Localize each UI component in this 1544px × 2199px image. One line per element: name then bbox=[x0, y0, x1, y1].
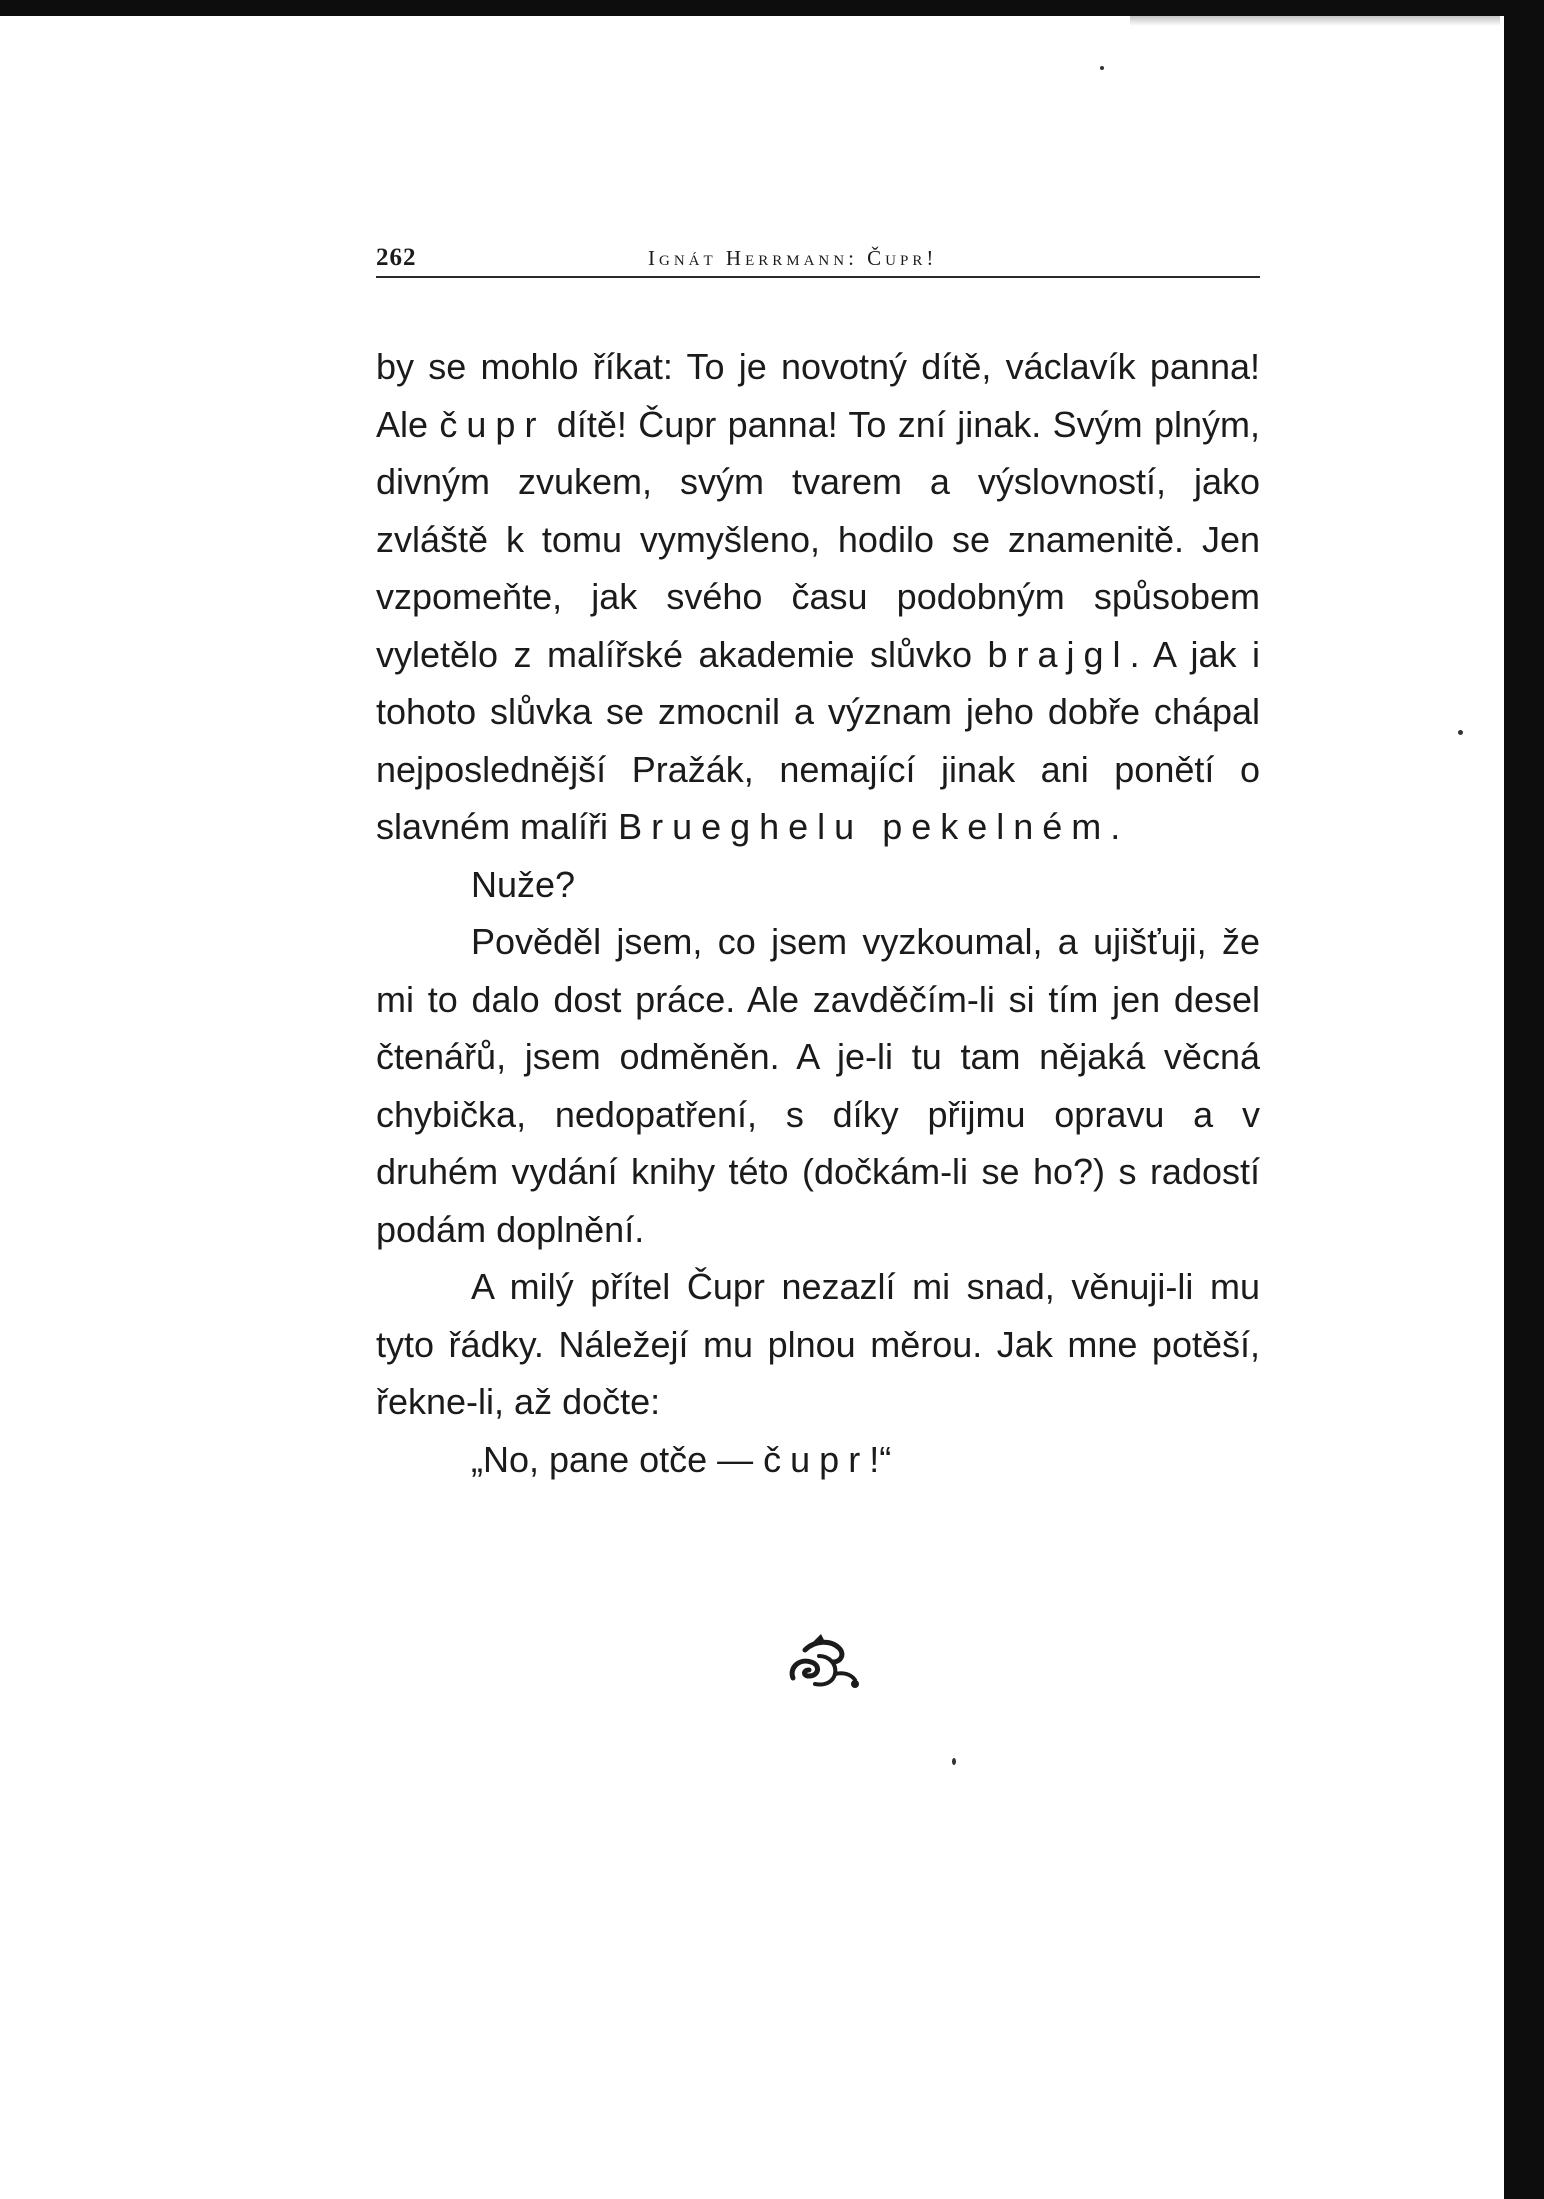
scan-speck bbox=[1100, 66, 1104, 70]
text-run: . A jak i tohoto slůvka se zmocnil a význam jeho dobře chápal nejposlednější Pražák, nemající jinak ani ponětí o slavném malíři bbox=[376, 633, 1260, 847]
running-title: Ignát Herrmann: Čupr! bbox=[648, 246, 938, 270]
paragraph-5 bbox=[376, 1431, 1260, 1489]
text-run: . bbox=[1110, 806, 1121, 847]
text-run: dítě! Čupr panna! To zní jinak. Svým plným, divným zvukem, svým tvarem a výslovností, jako zvláště k tomu vymyšleno, hodilo se znamenitě. Jen vzpomeňte, jak svého času podobným spůsobem vyletělo z malířské akademie slůvko bbox=[376, 403, 1260, 675]
text-run: by se mohlo říkat: To je novotný dítě, václavík panna! Ale bbox=[376, 346, 1260, 445]
paragraph-2: Nuže? bbox=[471, 863, 576, 905]
body-text bbox=[376, 338, 1260, 1488]
spaced-word: čupr bbox=[439, 403, 546, 445]
spaced-word: čupr bbox=[763, 1438, 870, 1480]
text-run: „No, pane otče — bbox=[471, 1438, 764, 1480]
decorative-tailpiece-icon bbox=[785, 1628, 865, 1692]
text-run: !“ bbox=[869, 1438, 892, 1480]
scan-speck bbox=[1458, 730, 1463, 735]
running-header bbox=[376, 242, 1260, 278]
scan-speck bbox=[952, 1758, 956, 1765]
paragraph-1 bbox=[376, 338, 1260, 856]
spaced-word: brajgl bbox=[987, 633, 1130, 675]
paragraph-4: A milý přítel Čupr nezazlí mi snad, věnuji-li mu tyto řádky. Náležejí mu plnou měrou. Jak mne potěší, řekne-li, až dočte: bbox=[376, 1266, 1260, 1422]
paragraph-3: Pověděl jsem, co jsem vyzkoumal, a ujišťuji, že mi to dalo dost práce. Ale zavděčím-li si tím jen desel čtenářů, jsem odměněn. A je-li tu tam nějaká věcná chybička, nedopatření, s díky přijmu opravu a v druhém vydání knihy této (dočkám-li se ho?) s radostí podám doplnění. bbox=[376, 921, 1260, 1250]
page-number: 262 bbox=[376, 244, 417, 271]
spaced-word: Brueghelu pekelném bbox=[618, 806, 1111, 847]
scan-right-border bbox=[1504, 0, 1544, 2199]
